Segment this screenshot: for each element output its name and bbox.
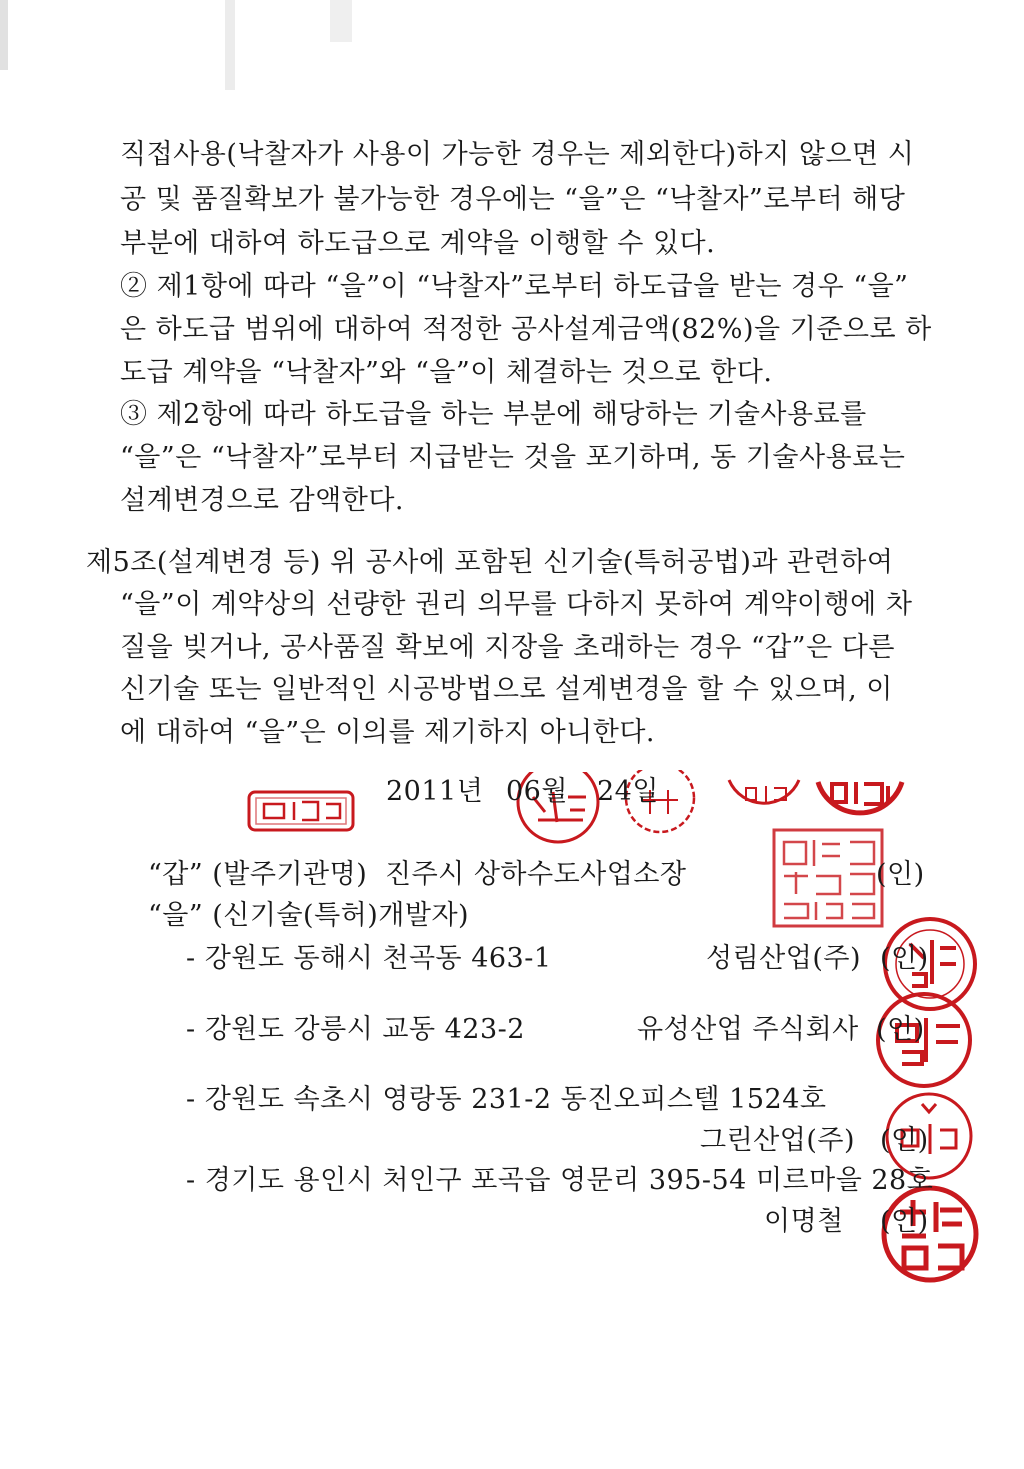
- developer-address: - 강원도 속초시 영랑동 231-2 동진오피스텔 1524호: [186, 1084, 827, 1115]
- scan-smudge: [0, 0, 8, 70]
- developer-address: - 강원도 동해시 천곡동 463-1: [186, 943, 552, 974]
- paragraph-line: “을”은 “낙찰자”로부터 지급받는 것을 포기하며, 동 기술사용료는: [120, 442, 906, 473]
- paragraph-line: 에 대하여 “을”은 이의를 제기하지 아니한다.: [120, 717, 655, 748]
- paragraph-line: 도급 계약을 “낙찰자”와 “을”이 체결하는 것으로 한다.: [120, 357, 773, 388]
- scan-smudge: [330, 0, 352, 42]
- seal-mark-gap: (인): [876, 859, 925, 890]
- article-heading-line: 제5조(설계변경 등) 위 공사에 포함된 신기술(특허공법)과 관련하여: [86, 547, 894, 578]
- party-eul-label: “을” (신기술(특허)개발자): [148, 900, 470, 931]
- developer-company: 그린산업(주): [700, 1125, 855, 1156]
- contract-date-month: 06월: [506, 776, 568, 807]
- party-gap-name: 진주시 상하수도사업소장: [385, 859, 687, 890]
- developer-company: 성림산업(주): [706, 943, 861, 974]
- paragraph-line: 신기술 또는 일반적인 시공방법으로 설계변경을 할 수 있으며, 이: [120, 674, 893, 705]
- paragraph-line: 공 및 품질확보가 불가능한 경우에는 “을”은 “낙찰자”로부터 해당: [120, 184, 906, 215]
- seal-stamp: [246, 788, 358, 836]
- contract-date-day: 24일: [597, 776, 659, 807]
- party-gap-label: “갑” (발주기관명): [148, 859, 368, 890]
- seal-stamp: [724, 770, 804, 820]
- seal-mark: (인): [880, 1206, 929, 1237]
- developer-company: 이명철: [764, 1206, 844, 1237]
- paragraph-line: ③ 제2항에 따라 하도급을 하는 부분에 해당하는 기술사용료를: [120, 399, 867, 430]
- official-seal: [770, 826, 886, 930]
- paragraph-line: 은 하도급 범위에 대하여 적정한 공사설계금액(82%)을 기준으로 하: [120, 314, 932, 345]
- paragraph-line: 질을 빚거나, 공사품질 확보에 지장을 초래하는 경우 “갑”은 다른: [120, 632, 895, 663]
- seal-mark: (인): [876, 1014, 925, 1045]
- seal-mark: (인): [880, 943, 929, 974]
- scan-smudge: [225, 0, 235, 90]
- developer-company: 유성산업 주식회사: [637, 1014, 859, 1045]
- developer-address: - 경기도 용인시 처인구 포곡읍 영문리 395-54 미르마을 28호: [186, 1165, 934, 1196]
- developer-address: - 강원도 강릉시 교동 423-2: [186, 1014, 525, 1045]
- paragraph-line: 부분에 대하여 하도급으로 계약을 이행할 수 있다.: [120, 228, 716, 259]
- paragraph-line: “을”이 계약상의 선량한 권리 의무를 다하지 못하여 계약이행에 차: [120, 589, 913, 620]
- seal-mark: (인): [880, 1125, 929, 1156]
- seal-stamp: [812, 768, 908, 828]
- paragraph-line: ② 제1항에 따라 “을”이 “낙찰자”로부터 하도급을 받는 경우 “을”: [120, 271, 909, 302]
- paragraph-line: 설계변경으로 감액한다.: [120, 485, 404, 516]
- contract-date-year: 2011년: [386, 776, 484, 807]
- paragraph-line: 직접사용(낙찰자가 사용이 가능한 경우는 제외한다)하지 않으면 시: [120, 139, 915, 170]
